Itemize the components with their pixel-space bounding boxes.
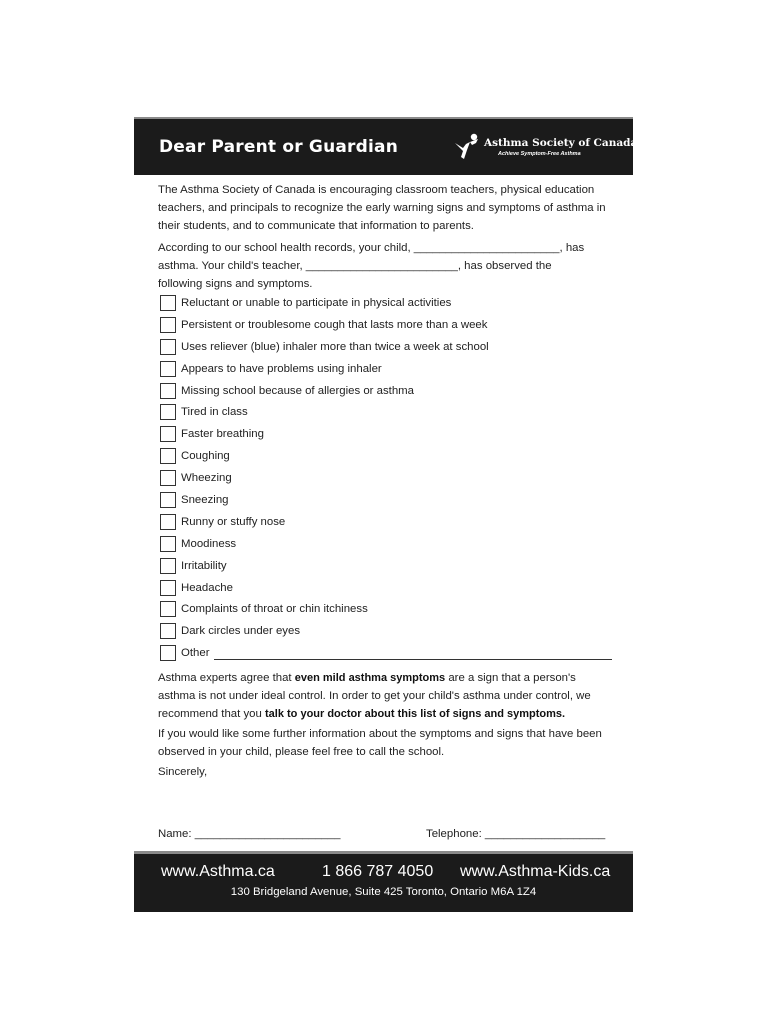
- checklist-item: [158, 534, 612, 556]
- checklist-label: Missing school because of allergies or asthma: [181, 384, 414, 397]
- checklist-label: Appears to have problems using inhaler: [181, 362, 382, 375]
- checklist-label: Complaints of throat or chin itchiness: [181, 603, 368, 616]
- closing-paragraph: [158, 669, 610, 723]
- intro-text: [158, 181, 610, 293]
- checkbox[interactable]: [160, 383, 176, 399]
- sincerely-text: Sincerely,: [158, 766, 208, 778]
- child-info-line-2: asthma. Your child's teacher, ________________________, has observed the: [158, 260, 552, 272]
- checklist-item: [158, 402, 612, 424]
- telephone-field[interactable]: Telephone: ___________________: [426, 828, 606, 840]
- checklist-item: [158, 578, 612, 600]
- checklist-item: [158, 359, 612, 381]
- checkbox[interactable]: [160, 514, 176, 530]
- checkbox[interactable]: [160, 470, 176, 486]
- phone-number: 1 866 787 4050: [322, 863, 434, 880]
- checkbox[interactable]: [160, 536, 176, 552]
- checkbox[interactable]: [160, 601, 176, 617]
- checklist-label: Moodiness: [181, 537, 237, 550]
- closing-text: [158, 669, 610, 783]
- checkbox[interactable]: [160, 448, 176, 464]
- checkbox[interactable]: [160, 404, 176, 420]
- signoff-fields: [158, 828, 610, 846]
- checkbox[interactable]: [160, 623, 176, 639]
- checklist-item: [158, 315, 612, 337]
- checkbox[interactable]: [160, 558, 176, 574]
- checkbox[interactable]: [160, 295, 176, 311]
- letter-title: Dear Parent or Guardian: [159, 137, 399, 157]
- checklist-item: [158, 556, 612, 578]
- checklist-item: [158, 446, 612, 468]
- checklist-label: Irritability: [181, 559, 227, 572]
- name-field[interactable]: Name: _______________________: [158, 828, 341, 840]
- checklist-item: [158, 512, 612, 534]
- child-info-line-3: following signs and symptoms.: [158, 278, 313, 290]
- closing-text-segment: Asthma experts agree that: [158, 672, 295, 684]
- checklist-label: Dark circles under eyes: [181, 625, 301, 638]
- letter-sheet: [134, 117, 638, 909]
- emphasis-text: even mild asthma symptoms: [294, 672, 446, 684]
- checklist-item: [158, 490, 612, 512]
- checkbox[interactable]: [160, 317, 176, 333]
- child-info-line-1: According to our school health records, your child, _______________________, has: [158, 242, 585, 254]
- checklist-item: [158, 337, 612, 359]
- checklist-label: Headache: [181, 581, 233, 594]
- checkbox[interactable]: [160, 492, 176, 508]
- logo-name: Asthma Society of Canada: [484, 137, 638, 149]
- checklist-label: Runny or stuffy nose: [181, 515, 286, 528]
- intro-paragraph: The Asthma Society of Canada is encouraging classroom teachers, physical education teachers, and principals to recognize the early warning signs and symptoms of asthma in their students, and to communicate that information to parents.: [158, 184, 606, 232]
- checklist-label: Reluctant or unable to participate in physical activities: [181, 297, 452, 309]
- asthma-society-logo: [454, 132, 638, 164]
- checklist-label: Uses reliever (blue) inhaler more than twice a week at school: [181, 340, 489, 353]
- checklist-label: Faster breathing: [181, 428, 264, 441]
- checkbox[interactable]: [160, 361, 176, 377]
- closing-text-segment: are a sign that a person's asthma is not under ideal control. In order to get your child's asthma under control, we recommend that you: [158, 672, 591, 720]
- checklist-item: [158, 468, 612, 490]
- emphasis-text: talk to your doctor about this list of signs and symptoms.: [265, 708, 566, 720]
- checklist-label: Tired in class: [181, 406, 248, 419]
- checkbox[interactable]: [160, 426, 176, 442]
- address-text: 130 Bridgeland Avenue, Suite 425 Toronto, Ontario M6A 1Z4: [230, 886, 537, 898]
- other-write-in-line[interactable]: [214, 659, 612, 660]
- checklist-item: [158, 381, 612, 403]
- checkbox[interactable]: [160, 580, 176, 596]
- kids-website-link[interactable]: www.Asthma-Kids.ca: [460, 863, 611, 880]
- checkbox[interactable]: [160, 339, 176, 355]
- checklist-label: Other: [181, 647, 210, 660]
- checklist-item: [158, 621, 612, 643]
- checklist-label: Persistent or troublesome cough that lasts more than a week: [181, 318, 488, 331]
- figure-logo-icon: [454, 132, 484, 164]
- checklist-item-other: [158, 643, 612, 665]
- checkbox[interactable]: [160, 645, 176, 661]
- contact-paragraph: If you would like some further information about the symptoms and signs that have been observed in your child, please feel free to call the school.: [158, 728, 602, 758]
- symptom-checklist: [158, 293, 612, 665]
- website-link[interactable]: www.Asthma.ca: [161, 863, 275, 880]
- checklist-item: [158, 293, 612, 315]
- checklist-item: [158, 599, 612, 621]
- letter-footer: [134, 851, 633, 912]
- checklist-item: [158, 424, 612, 446]
- checklist-label: Sneezing: [181, 494, 229, 507]
- checklist-label: Coughing: [181, 450, 230, 463]
- logo-tagline: Achieve Symptom-Free Asthma: [498, 151, 581, 157]
- checklist-label: Wheezing: [181, 472, 232, 485]
- letter-header: [134, 117, 638, 175]
